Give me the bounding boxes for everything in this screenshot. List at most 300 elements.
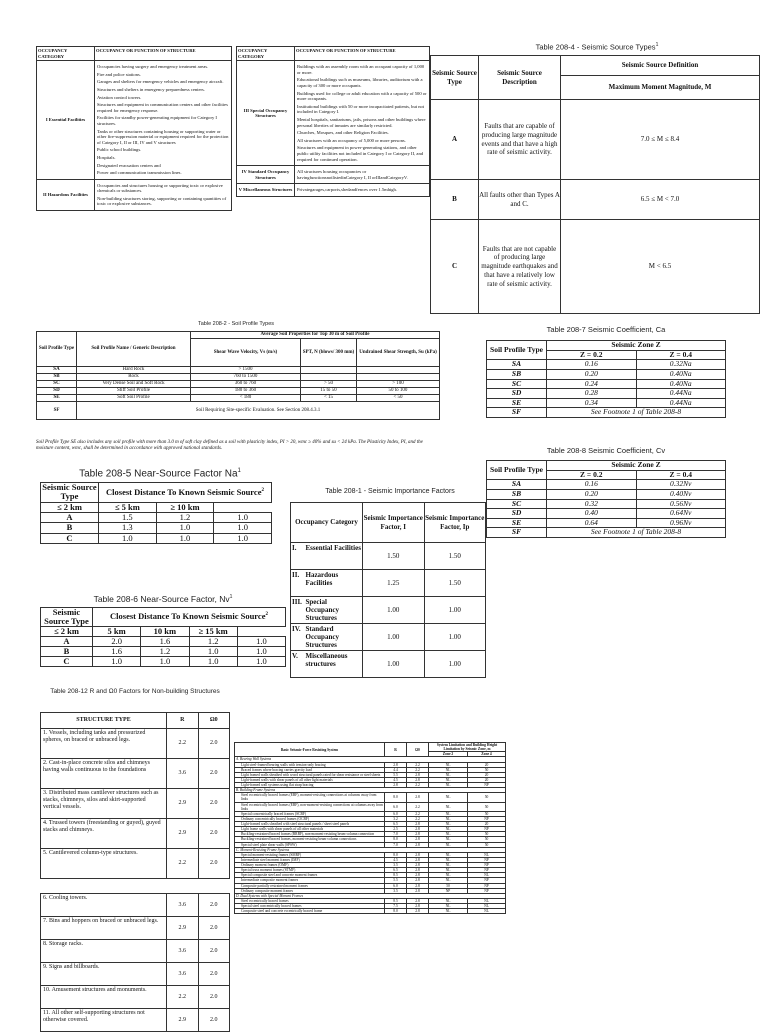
col-header: Maximum Moment Magnitude, M [561, 76, 760, 100]
table-cell: 1.6 [93, 646, 141, 656]
table-cell: 5.5 [385, 772, 407, 777]
col-header: OCCUPANCY OR FUNCTION OF STRUCTURE [95, 47, 232, 61]
table-cell: 10. Amusement structures and monuments. [41, 986, 167, 1009]
table-cell: 760 to 1500 [191, 374, 301, 381]
col-header: ≤ 2 km [41, 502, 99, 512]
col-header: Z = 0.4 [636, 350, 726, 360]
table-cell: NL [429, 832, 468, 837]
table-cell: 6.0 [385, 883, 407, 888]
table-row [41, 849, 230, 879]
table-row [291, 570, 486, 597]
table-cell: 20 [468, 777, 506, 782]
table-cell: NL [468, 873, 506, 878]
list-item: Educational buildings such as museums, libraries, auditorium with a capacity of 300 or more occupants. [297, 77, 423, 88]
table-cell: 2.8 [407, 863, 429, 868]
table-row [237, 61, 430, 166]
table-cell: 2.8 [407, 832, 429, 837]
table-cell: C. Moment-Resisting Frame Systems [235, 847, 506, 852]
table-cell: Special moment-resisting frames (SMRF) [235, 852, 385, 857]
table-208-6-caption: Table 208-6 Near-Source Factor, Nv$^1$ [93, 594, 233, 604]
col-header: Z = 0.4 [636, 470, 726, 480]
table-cell: 6. Cooling towers. [41, 894, 167, 917]
table-cell: Ordinary moment frames (OMF) [235, 863, 385, 868]
table-cell: 2.8 [407, 852, 429, 857]
table-cell: 0.20 [547, 369, 637, 379]
table-row [235, 802, 506, 811]
table-cell: NP [429, 888, 468, 893]
table-cell: 3. Distributed mass cantilever structures such as stacks, chimneys, silos and skirt-supported vertical vessels. [41, 789, 167, 819]
table-cell: Essential Facilities [305, 543, 363, 570]
table-208-4 [430, 55, 760, 315]
table-row [487, 389, 726, 399]
col-header: R [167, 713, 199, 729]
table-cell: 7.0 [385, 832, 407, 837]
table-cell: C [431, 220, 479, 314]
table-row [41, 819, 230, 849]
table-row [41, 502, 272, 512]
table-cell: 2.8 [407, 898, 429, 903]
table-cell: See Footnote 1 of Table 208-8 [547, 408, 726, 418]
table-row [487, 480, 726, 490]
table-cell: 2.0 [93, 636, 141, 646]
table-cell: 1.0 [156, 523, 214, 533]
col-header: System Limitation and Building Height Limitation by Seismic Zone, m [429, 743, 506, 752]
table-cell: 2.0 [198, 963, 230, 986]
table-cell: NP [468, 827, 506, 832]
table-cell: Ordinary concentrically braced frames (OCBF) [235, 816, 385, 821]
table-cell: 1.0 [237, 646, 285, 656]
table-cell: 1.0 [237, 636, 285, 646]
table-cell: All faults other than Types A and C. [479, 180, 561, 220]
col-header: Seismic Source Type [41, 608, 93, 627]
list-item: Buildings used for college or adult education with a capacity of 500 or more occupants. [297, 90, 427, 102]
table-cell: 4.5 [385, 857, 407, 862]
table-cell: NL [429, 857, 468, 862]
table-cell [295, 61, 430, 166]
table-cell: 8.5 [385, 873, 407, 878]
list-item: Structures and shelters in emergency preparedness centers. [97, 86, 205, 92]
list-item: Power and communication transmission lines. [97, 170, 182, 176]
table-cell: 2.0 [198, 1009, 230, 1032]
table-cell: 20 [468, 762, 506, 767]
occupancy-table-part1 [36, 46, 232, 318]
table-cell: 2.0 [198, 940, 230, 963]
table-row [41, 1009, 230, 1032]
table-cell: SE [487, 398, 547, 408]
table-cell: B [41, 523, 99, 533]
col-header: R [385, 743, 407, 757]
table-cell: V. [291, 651, 305, 678]
table-cell: 1.00 [424, 624, 486, 651]
table-cell: Composite steel and concrete eccentrically braced frame [235, 909, 385, 914]
table-cell: SF [37, 402, 77, 420]
table-cell: SE [37, 395, 77, 402]
col-header: Seismic Source Type [431, 56, 479, 100]
list-item: Occupancies having surgery and emergency treatment areas. [97, 64, 209, 70]
table-cell: 2.9 [167, 1009, 199, 1032]
col-header: Ω0 [407, 743, 429, 757]
table-cell: NL [429, 816, 468, 821]
table-cell: NL [429, 762, 468, 767]
table-cell: 1.00 [363, 597, 424, 624]
table-cell: NL [429, 909, 468, 914]
table-cell: 6.0 [385, 802, 407, 811]
table-cell: II. [291, 570, 305, 597]
table-cell: IV Standard Occupancy Structures [237, 166, 295, 184]
table-cell [95, 179, 232, 210]
table-cell: NP [468, 883, 506, 888]
list-item: Institutional buildings with 50 or more incapacitated patients, but not included in Category I. [297, 103, 425, 115]
table-cell: 3.6 [167, 894, 199, 917]
table-208-5 [40, 482, 272, 554]
table-cell: 50 to 100 [357, 388, 440, 395]
table-row [41, 759, 230, 789]
table-cell: 0.24 [547, 379, 637, 389]
table-cell: Intermediate composite moment frames [235, 878, 385, 883]
table-cell: 2.8 [407, 878, 429, 883]
table-cell: II Hazardous Facilities [37, 179, 95, 210]
table-cell: NL [468, 904, 506, 909]
table-cell: 8.0 [385, 852, 407, 857]
table-cell: 1.00 [363, 624, 424, 651]
list-item: Garages and shelters for emergency vehicles and emergency aircraft. [97, 79, 224, 85]
table-cell: 50 [468, 802, 506, 811]
list-item: Fire and police stations. [97, 71, 141, 77]
table-cell: 50 [468, 842, 506, 847]
table-cell: < 180 [191, 395, 301, 402]
table-cell: 0.32 [547, 499, 637, 509]
table-cell: A [41, 636, 93, 646]
table-cell: 2.8 [407, 909, 429, 914]
table-cell: 1.0 [189, 646, 237, 656]
table-cell: 0.64 [547, 518, 637, 528]
table-cell: 1.00 [363, 651, 424, 678]
table-row [237, 166, 430, 184]
table-cell: 2.8 [385, 762, 407, 767]
table-cell: 4.4 [385, 767, 407, 772]
table-cell: NP [468, 863, 506, 868]
table-cell: 1.3 [99, 523, 157, 533]
table-row [487, 528, 726, 538]
table-cell: Light steel-framed bearing walls with tension-only bracing [235, 762, 385, 767]
col-header: Z = 0.2 [547, 350, 637, 360]
list-item: Occupancies and structures housing or supporting toxic or explosive chemicals or substances. [97, 182, 223, 194]
table-cell: A [41, 513, 99, 523]
table-cell: 5.5 [385, 878, 407, 883]
table-208-6 [40, 607, 286, 683]
table-cell: 7.0 ≤ M ≤ 8.4 [561, 100, 760, 180]
table-cell: Light framed walls sheathed with wood structural panels rated for shear resistance or steel sheets [235, 772, 385, 777]
table-row [291, 597, 486, 624]
table-cell: SA [37, 367, 77, 374]
table-cell: 1.0 [214, 523, 272, 533]
table-cell: 1.2 [156, 513, 214, 523]
table-cell: 1.0 [93, 656, 141, 666]
list-item: Public school buildings. [97, 147, 142, 153]
table-cell: 7. Bins and hoppers on braced or unbraced legs. [41, 917, 167, 940]
table-cell: 2.2 [407, 816, 429, 821]
table-cell: 0.32Nv [636, 480, 726, 490]
table-cell: 50 [429, 883, 468, 888]
table-cell: NL [468, 898, 506, 903]
table-cell: SC [487, 379, 547, 389]
table-cell: 0.40 [547, 509, 637, 519]
table-cell: 2.2 [407, 767, 429, 772]
table-cell: NP [468, 783, 506, 788]
table-row [235, 793, 506, 802]
table-cell: 3.5 [385, 888, 407, 893]
list-item: Privategarages,carports,shedandfences over 1.5mhigh. [297, 187, 398, 193]
list-item: Structures and equipment in power-generating stations, and other public utility facilities not included in Category I or Category II, and required for continued operation. [297, 145, 424, 162]
table-cell: 1.0 [237, 656, 285, 666]
table-cell: Special steel plate shear walls (SPSW) [235, 842, 385, 847]
col-header: Undrained Shear Strength, Su (kPa) [357, 339, 440, 367]
table-cell: 2.8 [407, 793, 429, 802]
table-cell: 2.0 [198, 986, 230, 1009]
col-header: Closest Distance To Known Seismic Source$^2$ [99, 483, 272, 503]
table-cell: 2.2 [167, 986, 199, 1009]
table-cell: < 15 [301, 395, 357, 402]
table-row [41, 636, 286, 646]
table-cell: 15 to 50 [301, 388, 357, 395]
table-cell: 2.8 [407, 777, 429, 782]
table-cell: M < 6.5 [561, 220, 760, 314]
table-cell: Composite partially restrained moment frames [235, 883, 385, 888]
table-row [487, 509, 726, 519]
table-cell: Special truss moment frames (STMF) [235, 868, 385, 873]
table-cell: 0.40Nv [636, 489, 726, 499]
table-cell: NL [429, 811, 468, 816]
table-cell: 2.8 [385, 783, 407, 788]
table-cell: SE [487, 518, 547, 528]
table-cell: NL [429, 802, 468, 811]
col-header: Z = 0.2 [547, 470, 637, 480]
list-item: Designated evacuation centers and [97, 162, 161, 168]
table-cell: NP [468, 868, 506, 873]
table-cell: Buckling-restrained braced frames, moment-resisting beam-column connections [235, 837, 385, 842]
table-row [41, 986, 230, 1009]
table-cell: 2.2 [407, 762, 429, 767]
table-cell: NP [468, 816, 506, 821]
table-cell: 2.0 [198, 917, 230, 940]
list-item: Aviation control towers. [97, 94, 142, 100]
table-cell: 2.2 [167, 849, 199, 879]
col-header: ≤ 2 km [41, 626, 93, 636]
table-cell: 1.50 [424, 543, 486, 570]
list-item: Non-building structures storing, supporting or containing quantities of toxic or explosive substances. [97, 195, 227, 207]
table-cell: 1.0 [214, 533, 272, 543]
table-row [487, 408, 726, 418]
table-cell: NL [429, 873, 468, 878]
table-cell: NL [429, 822, 468, 827]
col-header: Soil Profile Name / Generic Description [77, 332, 191, 367]
table-cell: NL [429, 767, 468, 772]
table-row [41, 533, 272, 543]
table-cell: 1.2 [141, 646, 189, 656]
table-cell: 0.56Nv [636, 499, 726, 509]
table-cell: 2.8 [407, 904, 429, 909]
table-cell: NP [468, 857, 506, 862]
table-cell: NL [429, 852, 468, 857]
col-header: Zone 4 [468, 752, 506, 757]
table-cell: 1.50 [424, 570, 486, 597]
table-208-5-caption: Table 208-5 Near-Source Factor Na$^1$ [79, 468, 241, 480]
table-cell: 3.2 [385, 816, 407, 821]
table-cell: 2.8 [407, 868, 429, 873]
table-row [37, 179, 232, 210]
table-208-7-caption: Table 208-7 Seismic Coefficient, Ca [546, 325, 666, 334]
table-cell: I. [291, 543, 305, 570]
table-cell: 20 [468, 772, 506, 777]
table-cell: 0.34 [547, 398, 637, 408]
table-cell: < 50 [357, 395, 440, 402]
table-cell [357, 367, 440, 374]
table-cell: 2.0 [198, 819, 230, 849]
table-cell: 2.8 [407, 857, 429, 862]
table-cell: V Miscellaneous Structures [237, 184, 295, 197]
table-cell: 0.44Na [636, 398, 726, 408]
table-cell: 1.0 [214, 513, 272, 523]
table-cell: 2.2 [167, 729, 199, 759]
table-cell: 0.64Nv [636, 509, 726, 519]
table-cell: 8. Storage racks. [41, 940, 167, 963]
table-row [41, 729, 230, 759]
col-header: Soil Profile Type [37, 332, 77, 367]
table-cell: 7.5 [385, 904, 407, 909]
col-header: ≥ 15 km [189, 626, 237, 636]
table-cell: > 1500 [191, 367, 301, 374]
table-208-12-caption: Table 208-12 R and Ω0 Factors for Non-building Structures [50, 688, 220, 695]
table-cell: Miscellaneous structures [305, 651, 363, 678]
table-cell: Light frame walls with shear panels of all other materials [235, 827, 385, 832]
table-cell: SD [487, 389, 547, 399]
table-cell: Steel eccentrically braced frames (EBF), non-moment-resisting connections at columns away from links [235, 802, 385, 811]
table-cell: 1. Vessels, including tanks and pressurized spheres, on braced or unbraced legs. [41, 729, 167, 759]
table-cell: 3.6 [167, 759, 199, 789]
table-cell: NP [468, 878, 506, 883]
list-item: Hospitals. [97, 154, 116, 160]
table-cell: Special steel concentrically braced frames [235, 904, 385, 909]
table-cell [301, 374, 357, 381]
table-cell: NL [429, 904, 468, 909]
list-item: All structures housing occupancies or havingfunctionsnotlistedinCategory I, II orIIIandCategoryV. [297, 169, 408, 180]
table-cell: 50 [468, 837, 506, 842]
table-cell: 2.8 [407, 827, 429, 832]
table-cell: 3.6 [167, 940, 199, 963]
table-cell: 0.28 [547, 389, 637, 399]
col-header: Basic Seismic-Force Resisting System [235, 743, 385, 757]
table-cell: 0.44Na [636, 389, 726, 399]
table-cell: Special concentrically braced frames (SCBF) [235, 811, 385, 816]
col-header: Seismic Source Description [479, 56, 561, 100]
list-item: Tanks or other structures containing housing or supporting water or other fire-suppression material or equipment required for the protection of Category I, II or III, IV and V structures [97, 128, 229, 145]
table-row [37, 61, 232, 180]
table-cell [295, 184, 430, 197]
table-208-2 [36, 331, 440, 439]
table-cell: 7.0 [385, 842, 407, 847]
table-row [41, 646, 286, 656]
table-cell: 2.8 [407, 873, 429, 878]
table-208-8-caption: Table 208-8 Seismic Coefficient, Cv [546, 446, 666, 455]
table-cell: > 100 [357, 381, 440, 388]
table-cell: Light-framed walls sheathed with steel structural panels / sheet steel panels [235, 822, 385, 827]
table-cell: SD [487, 509, 547, 519]
table-cell: NL [429, 793, 468, 802]
table-cell: 2.9 [167, 917, 199, 940]
table-208-2-caption: Table 208-2 - Soil Profile Types [197, 321, 275, 327]
table-cell: NL [429, 842, 468, 847]
table-cell: 1.5 [99, 513, 157, 523]
table-cell: SF [487, 528, 547, 538]
table-cell: 50 [468, 832, 506, 837]
table-cell: 0.32Na [636, 360, 726, 370]
table-cell: 2. Cast-in-place concrete silos and chimneys having walls continuous to the foundations [41, 759, 167, 789]
table-cell: 2.8 [407, 822, 429, 827]
table-cell: 2.0 [198, 729, 230, 759]
table-cell: 2.0 [198, 759, 230, 789]
table-cell: 2.5 [385, 827, 407, 832]
table-cell: III. [291, 597, 305, 624]
table-cell [357, 374, 440, 381]
table-cell: 4. Trussed towers (freestanding or guyed), guyed stacks and chimneys. [41, 819, 167, 849]
table-cell: Light-framed wall systems using flat strap bracing [235, 783, 385, 788]
col-header: SPT, N (blows/ 300 mm) [301, 339, 357, 367]
list-item: Churches, Mosques, and other Religion Facilities. [297, 130, 389, 136]
table-cell: 2.8 [407, 888, 429, 893]
table-208-1 [290, 502, 486, 682]
table-cell: 0.40Na [636, 379, 726, 389]
table-cell: Rock [77, 374, 191, 381]
table-cell: Faults that are capable of producing large magnitude events and that have a high rate of seismic activity. [479, 100, 561, 180]
table-row [41, 656, 286, 666]
table-cell: 0.96Nv [636, 518, 726, 528]
col-header: OCCUPANCY OR FUNCTION OF STRUCTURE [295, 47, 430, 61]
table-cell: 1.0 [99, 533, 157, 543]
col-header: Seismic Importance Factor, I [363, 503, 424, 543]
table-cell: B [431, 180, 479, 220]
table-cell: NL [429, 868, 468, 873]
table-cell: 1.2 [189, 636, 237, 646]
table-cell: 1.6 [141, 636, 189, 646]
table-cell: 2.0 [198, 789, 230, 819]
table-cell: 2.8 [407, 772, 429, 777]
table-cell: 8.5 [385, 898, 407, 903]
table-cell: SD [37, 388, 77, 395]
table-cell [295, 166, 430, 184]
table-cell: SB [487, 369, 547, 379]
col-header: ≥ 10 km [156, 502, 214, 512]
table-cell: NL [429, 827, 468, 832]
col-header: 10 km [141, 626, 189, 636]
table-cell: 6.5 [385, 868, 407, 873]
table-cell: 9. Signs and billboards. [41, 963, 167, 986]
table-cell: 2.2 [407, 783, 429, 788]
table-row [291, 624, 486, 651]
table-cell: Faults that are not capable of producing large magnitude earthquakes and that have a relatively low rate of seismic activity. [479, 220, 561, 314]
col-header: ≤ 5 km [99, 502, 157, 512]
table-cell: 50 [468, 793, 506, 802]
table-cell: 2.9 [167, 789, 199, 819]
table-row [41, 940, 230, 963]
table-row [487, 360, 726, 370]
seismic-force-system-table [234, 742, 506, 1018]
table-cell: 50 [468, 811, 506, 816]
table-cell: 8.0 [385, 909, 407, 914]
table-cell: 0.16 [547, 480, 637, 490]
table-cell: Light-framed walls with shear panels of all other light materials [235, 777, 385, 782]
occupancy-table-part2 [236, 46, 430, 304]
col-header: Seismic Source Type [42, 482, 97, 502]
